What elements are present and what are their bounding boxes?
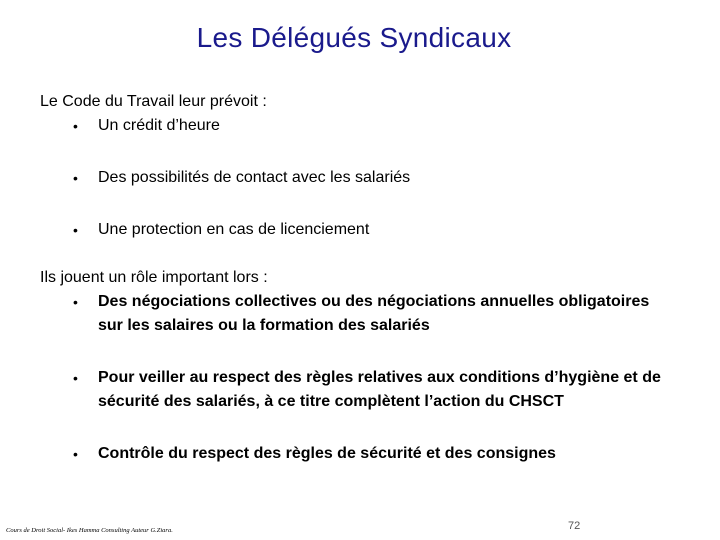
list-item: • Contrôle du respect des règles de sécurité et des consignes <box>40 442 698 466</box>
bullet-icon: • <box>73 170 78 186</box>
list-item: • Une protection en cas de licenciement <box>40 218 410 242</box>
list-item: • Des négociations collectives ou des négociations annuelles obligatoires sur les salaires ou la formation des salariés <box>40 290 658 338</box>
section-role <box>40 266 698 466</box>
section2-intro: Ils jouent un rôle important lors : <box>40 269 268 286</box>
bullet-icon: • <box>73 294 78 310</box>
bullet-icon: • <box>73 446 78 462</box>
section1-intro: Le Code du Travail leur prévoit : <box>40 93 267 110</box>
list-item: • Des possibilités de contact avec les salariés <box>40 166 410 190</box>
footer-credit: Cours de Droit Social- Ikes Hamma Consulting Auteur G.Ziara. <box>6 527 173 534</box>
bullet-icon: • <box>73 118 78 134</box>
list-item: • Un crédit d’heure <box>40 114 410 138</box>
bullet-icon: • <box>73 222 78 238</box>
section1-list <box>40 114 410 242</box>
page-number: 72 <box>568 520 581 532</box>
section-code-travail <box>40 90 410 242</box>
bullet-icon: • <box>73 370 78 386</box>
slide-title: Les Délégués Syndicaux <box>196 22 512 53</box>
section2-list <box>40 290 698 466</box>
list-item: • Pour veiller au respect des règles relatives aux conditions d’hygiène et de sécurité des salariés, à ce titre complètent l’action du CHSCT <box>40 366 698 414</box>
